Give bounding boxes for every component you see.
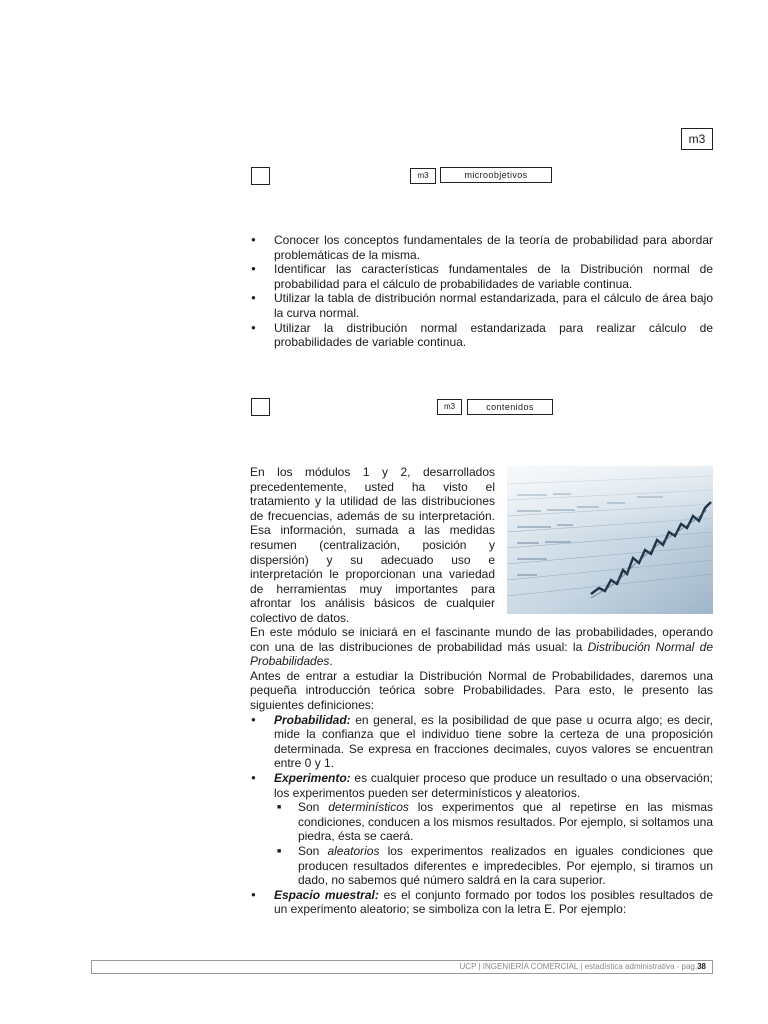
objective-item: ● Identificar las características fundamentales de la Distribución normal de probabilidad para el cálculo de probabilidades de variable continua. [250,262,713,291]
objective-item: ● Utilizar la tabla de distribución normal estandarizada, para el cálculo de área bajo la curva normal. [250,291,713,320]
page-footer [91,960,713,974]
paragraph-definitions-intro: Antes de entrar a estudiar la Distribución Normal de Probabilidades, daremos una pequeña introducción teórica sobre Probabilidades. Para esto, le presento las siguientes definiciones: [250,668,713,712]
section-label-contenidos: contenidos [467,399,553,415]
intro-paragraph: En los módulos 1 y 2, desarrollados precedentemente, usted ha visto el tratamiento y la utilidad de las distribuciones de frecuencias, además de su interpretación. Esa información, sumada a las medidas resumen (centralización, posición y dispersión) y su adecuado uso e interpretación le proporcionan una variedad de herramientas muy importantes para afrontar los análisis básicos de cualquier colectivo de datos. [250,465,495,625]
section-module-tag: m3 [437,399,462,415]
definition-item: ● Probabilidad: en general, es la posibilidad de que pase u ocurra algo; es decir, mide la confianza que el individuo tiene sobre la certeza de una proposición determinada. Se expresa en fracciones decimales, cuyos valores se encuentran entre 0 y 1. [250,713,713,771]
section-checkbox-objectives [251,167,270,185]
body-text [250,625,713,917]
term-probabilidad: Probabilidad: [274,712,351,727]
module-tag: m3 [681,128,713,150]
experiment-type-item: ■ Son aleatorios los experimentos realizados en iguales condiciones que producen resultados diferentes e impredecibles. Por ejemplo, si tiramos un dado, no sabemos qué número saldrá en la cara superior. [274,844,713,888]
section-checkbox-contents [251,398,270,416]
stock-chart-photo [507,466,713,614]
objective-item: ● Utilizar la distribución normal estandarizada para realizar cálculo de probabilidades de variable continua. [250,321,713,350]
definitions-list [250,713,713,917]
definition-item: ● Experimento: es cualquier proceso que produce un resultado o una observación; los experimentos pueden ser determinísticos y aleatorios. ■ Son determinísticos los experimentos que al repetirse en las mismas condiciones, conducen a los mismos resultados. Por ejemplo, si soltamos una piedra, ésta se caerá. ■ Son aleatorios los experimentos realizados en iguales condiciones que producen resultados diferentes e impredecibles. Por ejemplo, si tiramos un dado, no sabemos qué número saldrá en la cara superior. [250,771,713,888]
definition-item: ● Espacio muestral: es el conjunto formado por todos los posibles resultados de un experimento aleatorio; se simboliza con la letra E. Por ejemplo: [250,888,713,917]
objective-item: ● Conocer los conceptos fundamentales de la teoría de probabilidad para abordar problemáticas de la misma. [250,233,713,262]
objectives-list [250,233,713,350]
experiment-type-item: ■ Son determinísticos los experimentos que al repetirse en las mismas condiciones, conducen a los mismos resultados. Por ejemplo, si soltamos una piedra, ésta se caerá. [274,800,713,844]
term-experimento: Experimento: [274,770,351,785]
page-number: 38 [697,962,706,971]
term-espacio-muestral: Espacio muestral: [274,887,379,902]
section-label-microobjetivos: microobjetivos [440,167,552,183]
footer-text: UCP | INGENIERÍA COMERCIAL | estadística administrativa - pag. [459,962,698,971]
experiment-types-list [274,800,713,888]
paragraph-probability-intro: En este módulo se iniciará en el fascinante mundo de las probabilidades, operando con una de las distribuciones de probabilidad más usual: la Distribución Normal de Probabilidades. [250,625,713,669]
distribution-emphasis: Distribución Normal de Probabilidades [250,639,713,669]
section-module-tag: m3 [410,168,436,184]
